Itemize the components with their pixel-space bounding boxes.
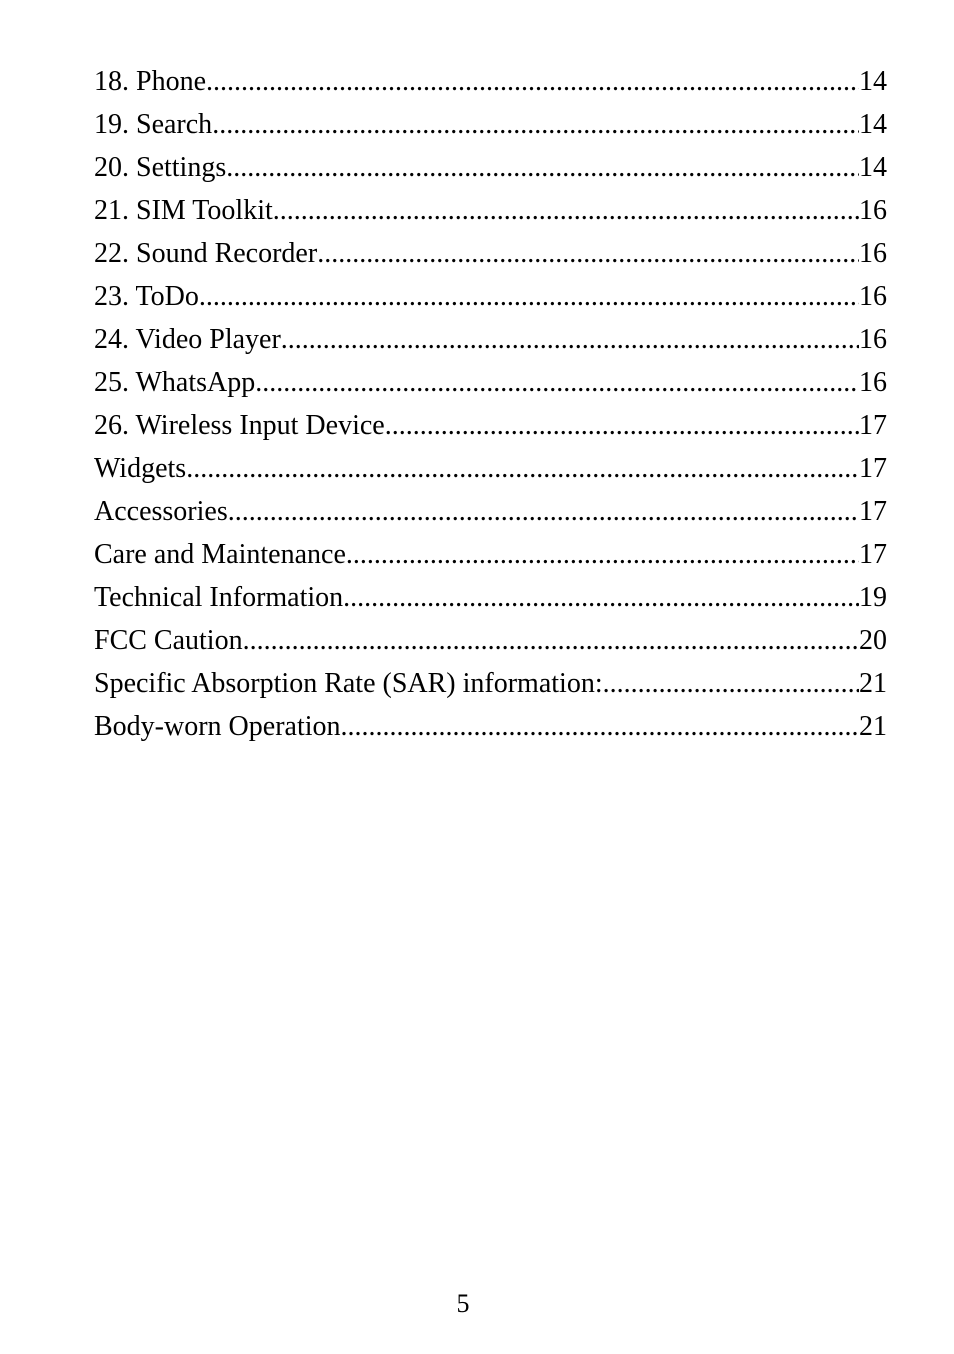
toc-entry-page: 17 (859, 453, 887, 484)
toc-entry-whatsapp[interactable] (94, 361, 887, 404)
toc-entry-page: 14 (859, 109, 887, 140)
toc-entry-label: Widgets (94, 453, 187, 484)
dot-leader (603, 662, 859, 705)
toc-entry-page: 16 (859, 324, 887, 355)
dot-leader (226, 146, 859, 189)
toc-entry-page: 20 (859, 625, 887, 656)
toc-entry-label: Care and Maintenance (94, 539, 346, 570)
toc-entry-label: 21. SIM Toolkit (94, 195, 273, 226)
toc-entry-label: Technical Information (94, 582, 344, 613)
toc-entry-page: 17 (859, 410, 887, 441)
toc-entry-care-and-maintenance[interactable] (94, 533, 887, 576)
toc-entry-label: 26. Wireless Input Device (94, 410, 385, 441)
toc-entry-wireless-input-device[interactable] (94, 404, 887, 447)
dot-leader (212, 103, 859, 146)
dot-leader (243, 619, 859, 662)
toc-entry-label: Specific Absorption Rate (SAR) information: (94, 668, 603, 699)
table-of-contents (94, 60, 887, 748)
toc-entry-body-worn-operation[interactable] (94, 705, 887, 748)
toc-entry-page: 14 (859, 66, 887, 97)
dot-leader (385, 404, 859, 447)
toc-entry-video-player[interactable] (94, 318, 887, 361)
toc-entry-search[interactable] (94, 103, 887, 146)
dot-leader (273, 189, 859, 232)
toc-entry-label: 22. Sound Recorder (94, 238, 318, 269)
dot-leader (317, 232, 859, 275)
dot-leader (343, 576, 859, 619)
dot-leader (281, 318, 859, 361)
toc-entry-page: 17 (859, 496, 887, 527)
dot-leader (186, 447, 859, 490)
toc-entry-page: 14 (859, 152, 887, 183)
toc-entry-label: 18. Phone (94, 66, 206, 97)
toc-entry-phone[interactable] (94, 60, 887, 103)
dot-leader (346, 533, 859, 576)
dot-leader (255, 361, 859, 404)
toc-entry-sim-toolkit[interactable] (94, 189, 887, 232)
toc-entry-sar-information[interactable] (94, 662, 887, 705)
toc-entry-label: 25. WhatsApp (94, 367, 256, 398)
toc-entry-accessories[interactable] (94, 490, 887, 533)
toc-entry-page: 16 (859, 238, 887, 269)
toc-entry-label: Accessories (94, 496, 228, 527)
toc-entry-technical-information[interactable] (94, 576, 887, 619)
toc-entry-page: 16 (859, 281, 887, 312)
page-number: 5 (456, 1289, 470, 1318)
dot-leader (228, 490, 859, 533)
toc-entry-label: 23. ToDo (94, 281, 199, 312)
toc-entry-page: 21 (859, 668, 887, 699)
toc-entry-page: 17 (859, 539, 887, 570)
toc-entry-label: 20. Settings (94, 152, 227, 183)
toc-entry-label: 24. Video Player (94, 324, 281, 355)
toc-entry-widgets[interactable] (94, 447, 887, 490)
toc-entry-label: FCC Caution (94, 625, 243, 656)
toc-entry-page: 19 (859, 582, 887, 613)
dot-leader (341, 705, 859, 748)
toc-entry-todo[interactable] (94, 275, 887, 318)
toc-entry-settings[interactable] (94, 146, 887, 189)
toc-entry-label: Body-worn Operation (94, 711, 341, 742)
toc-entry-fcc-caution[interactable] (94, 619, 887, 662)
toc-entry-page: 16 (859, 367, 887, 398)
dot-leader (206, 60, 859, 103)
toc-entry-page: 21 (859, 711, 887, 742)
toc-entry-label: 19. Search (94, 109, 213, 140)
dot-leader (199, 275, 859, 318)
toc-entry-page: 16 (859, 195, 887, 226)
toc-entry-sound-recorder[interactable] (94, 232, 887, 275)
